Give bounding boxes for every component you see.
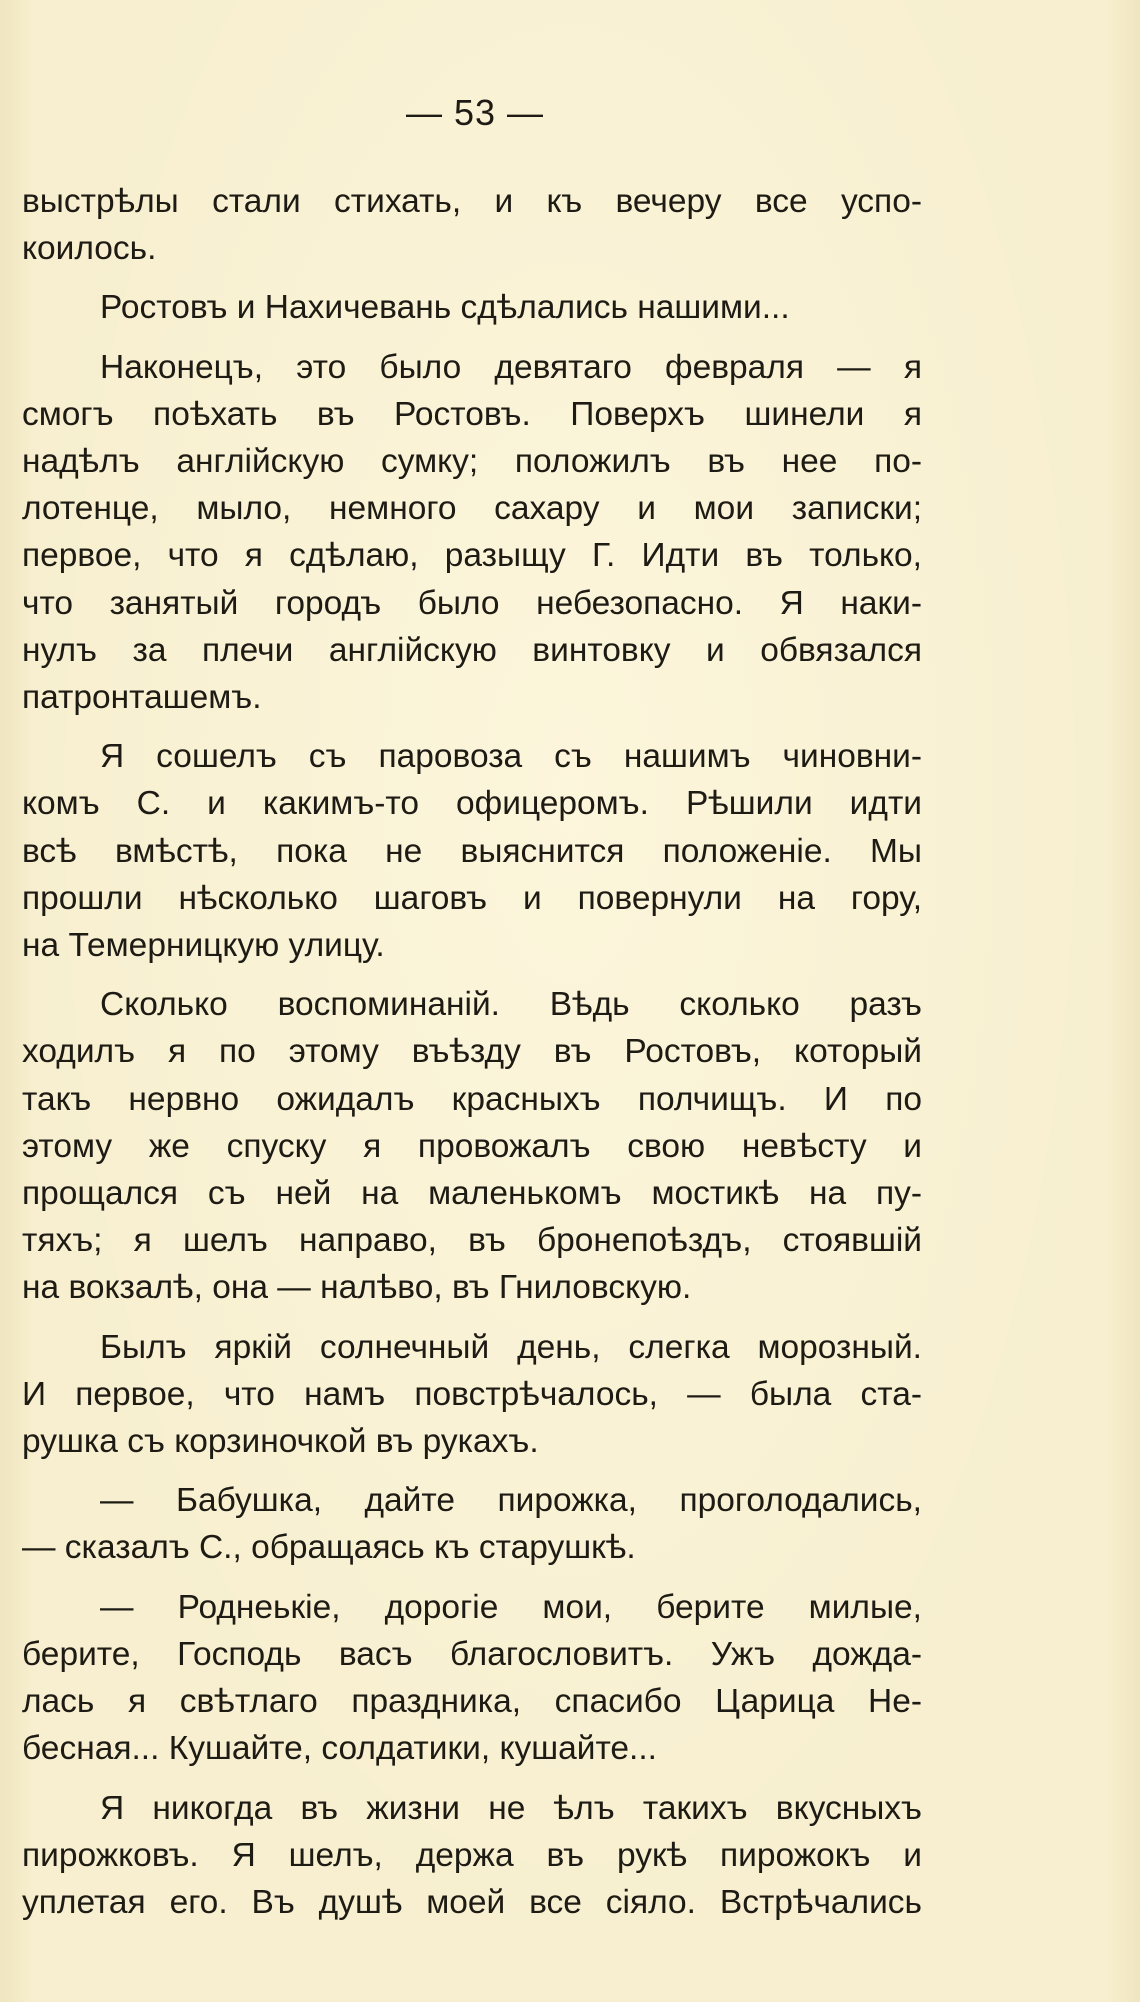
text-line: бесная... Кушайте, солдатики, кушайте... — [22, 1730, 657, 1768]
text-line: на Темерницкую улицу. — [22, 927, 385, 965]
text-line: ходилъ я по этому въѣзду въ Ростовъ, который — [22, 1033, 922, 1071]
text-line: лотенце, мыло, немного сахару и мои записки; — [22, 490, 922, 528]
text-line: смогъ поѣхать въ Ростовъ. Поверхъ шинели я — [22, 395, 922, 433]
text-line: — сказалъ С., обращаясь къ старушкѣ. — [22, 1529, 636, 1567]
paragraph — [22, 1785, 922, 1927]
text-line: надѣлъ англійскую сумку; положилъ въ нее по- — [22, 443, 922, 481]
paragraph — [22, 1584, 922, 1773]
body-text — [22, 178, 922, 1938]
text-line: нулъ за плечи англійскую винтовку и обвязался — [22, 631, 922, 669]
text-line: Сколько воспоминаній. Вѣдь сколько разъ — [100, 986, 922, 1024]
paragraph — [22, 178, 922, 272]
paragraph — [22, 1324, 922, 1466]
text-line: этому же спуску я провожалъ свою невѣсту и — [22, 1127, 922, 1165]
paragraph — [22, 733, 922, 969]
text-line: берите, Господь васъ благословитъ. Ужъ дожда- — [22, 1635, 922, 1673]
text-line: — Бабушка, дайте пирожка, проголодались, — [100, 1482, 922, 1520]
text-line: на вокзалѣ, она — налѣво, въ Гниловскую. — [22, 1269, 692, 1307]
paragraph — [22, 981, 922, 1311]
text-line: тяхъ; я шелъ направо, въ бронепоѣздъ, стоявшій — [22, 1222, 922, 1260]
text-line: коилось. — [22, 230, 157, 268]
text-line: рушка съ корзиночкой въ рукахъ. — [22, 1423, 539, 1461]
text-line: прошли нѣсколько шаговъ и повернули на гору, — [22, 879, 922, 917]
text-line: уплетая его. Въ душѣ моей все сіяло. Встрѣчались — [22, 1883, 922, 1921]
text-line: И первое, что намъ повстрѣчалось, — была ста- — [22, 1375, 922, 1413]
text-line: всѣ вмѣстѣ, пока не выяснится положеніе. Мы — [22, 832, 922, 870]
text-line: выстрѣлы стали стихать, и къ вечеру все успо- — [22, 183, 922, 220]
text-line: прощался съ ней на маленькомъ мостикѣ на пу- — [22, 1175, 922, 1213]
text-line: лась я свѣтлаго праздника, спасибо Царица Не- — [22, 1683, 922, 1721]
text-line: Наконецъ, это было девятаго февраля — я — [100, 348, 922, 386]
text-line: — Роднеькіе, дорогіе мои, берите милые, — [100, 1588, 922, 1626]
text-line: пирожковъ. Я шелъ, держа въ рукѣ пирожокъ и — [22, 1836, 922, 1874]
text-line: комъ С. и какимъ-то офицеромъ. Рѣшили идти — [22, 785, 922, 823]
text-line: Былъ яркій солнечный день, слегка морозный. — [100, 1328, 922, 1366]
text-line: Я никогда въ жизни не ѣлъ такихъ вкусныхъ — [100, 1789, 922, 1827]
paragraph — [22, 344, 922, 722]
text-line: Я сошелъ съ паровоза съ нашимъ чиновни- — [100, 738, 922, 776]
paragraph — [22, 284, 922, 331]
text-line: Ростовъ и Нахичевань сдѣлались нашими... — [100, 289, 790, 327]
text-line: патронташемъ. — [22, 679, 262, 717]
text-line: такъ нервно ожидалъ красныхъ полчищъ. И по — [22, 1080, 922, 1118]
page-number: — 53 — — [405, 92, 545, 133]
text-line: первое, что я сдѣлаю, разыщу Г. Идти въ только, — [22, 537, 922, 575]
paragraph — [22, 1477, 922, 1571]
text-line: что занятый городъ было небезопасно. Я наки- — [22, 584, 922, 622]
